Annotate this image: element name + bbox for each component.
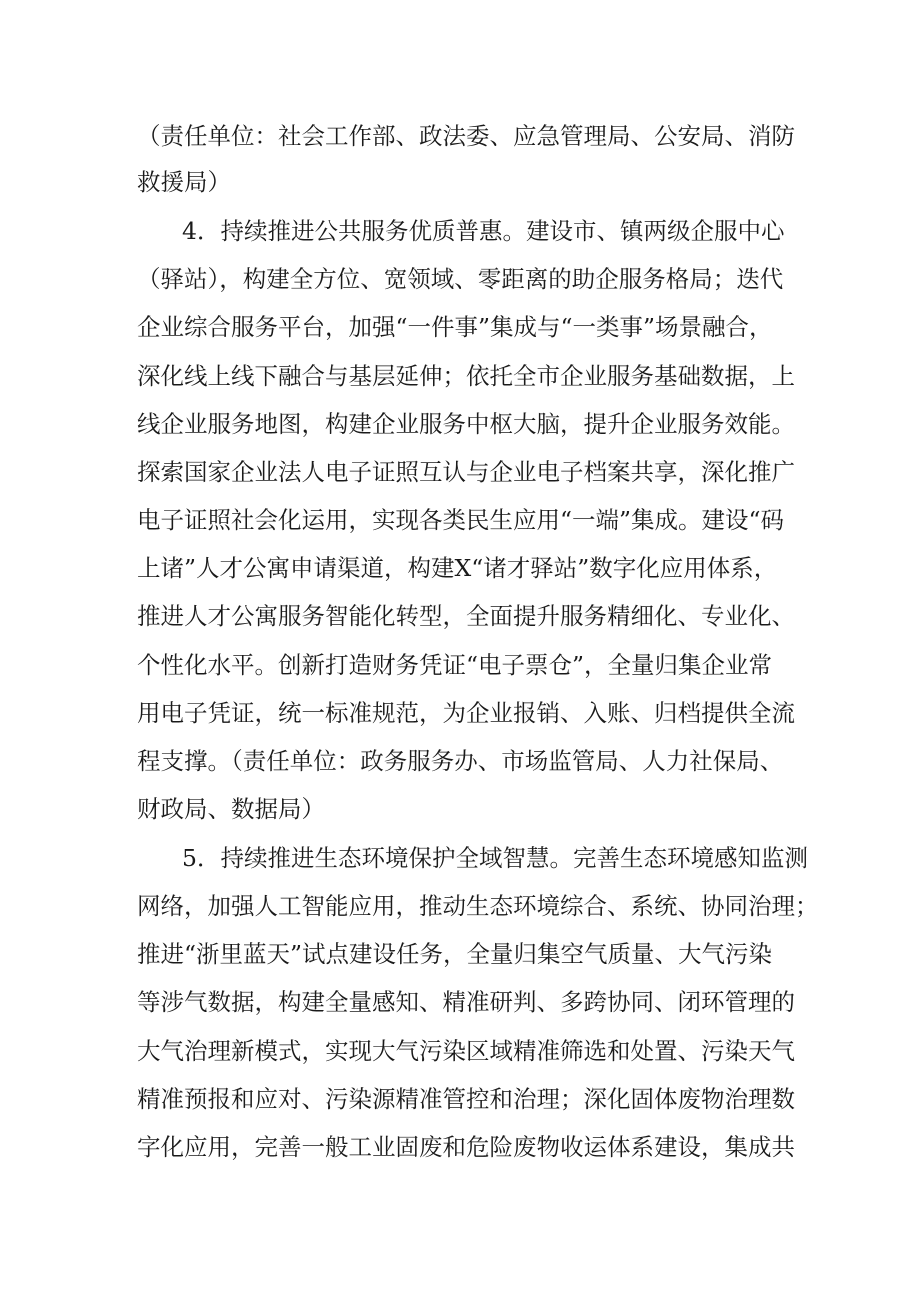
text-line-14: 程支撑。（责任单位：政务服务办、市场监管局、人力社保局、 [137, 747, 784, 775]
text-line-15: 财政局、数据局） [137, 795, 325, 823]
text-line-18: 推进“浙里蓝天”试点建设任务，全量归集空气质量、大气污染 [137, 940, 773, 968]
text-line-16: 5．持续推进生态环境保护全域智慧。完善生态环境感知监测 [182, 844, 808, 872]
text-line-21: 精准预报和应对、污染源精准管控和治理；深化固体废物治理数 [137, 1085, 795, 1113]
text-line-22: 字化应用，完善一般工业固废和危险废物收运体系建设，集成共 [137, 1133, 795, 1161]
text-line-19: 等涉气数据，构建全量感知、精准研判、多跨协同、闭环管理的 [137, 988, 795, 1016]
text-line-8: 探索国家企业法人电子证照互认与企业电子档案共享，深化推广 [137, 458, 795, 486]
text-line-2: 救援局） [137, 168, 231, 196]
text-line-7: 线企业服务地图，构建企业服务中枢大脑，提升企业服务效能。 [137, 410, 795, 438]
text-line-9: 电子证照社会化运用，实现各类民生应用“一端”集成。建设“码 [137, 506, 785, 534]
text-line-5: 企业综合服务平台，加强“一件事”集成与“一类事”场景融合， [137, 313, 773, 341]
text-line-1: （责任单位：社会工作部、政法委、应急管理局、公安局、消防 [137, 122, 795, 150]
text-line-4: （驿站），构建全方位、宽领域、零距离的助企服务格局；迭代 [137, 265, 784, 293]
text-line-6: 深化线上线下融合与基层延伸；依托全市企业服务基础数据，上 [137, 362, 795, 390]
text-line-3: 4．持续推进公共服务优质普惠。建设市、镇两级企服中心 [182, 217, 785, 245]
text-line-12: 个性化水平。创新打造财务凭证“电子票仓”，全量归集企业常 [137, 651, 773, 679]
text-line-13: 用电子凭证，统一标准规范，为企业报销、入账、归档提供全流 [137, 699, 795, 727]
text-line-10: 上诸”人才公寓申请渠道，构建X“诸才驿站”数字化应用体系， [137, 554, 778, 582]
text-line-20: 大气治理新模式，实现大气污染区域精准筛选和处置、污染天气 [137, 1037, 795, 1065]
text-line-17: 网络，加强人工智能应用，推动生态环境综合、系统、协同治理； [137, 892, 819, 920]
text-line-11: 推进人才公寓服务智能化转型，全面提升服务精细化、专业化、 [137, 602, 795, 630]
